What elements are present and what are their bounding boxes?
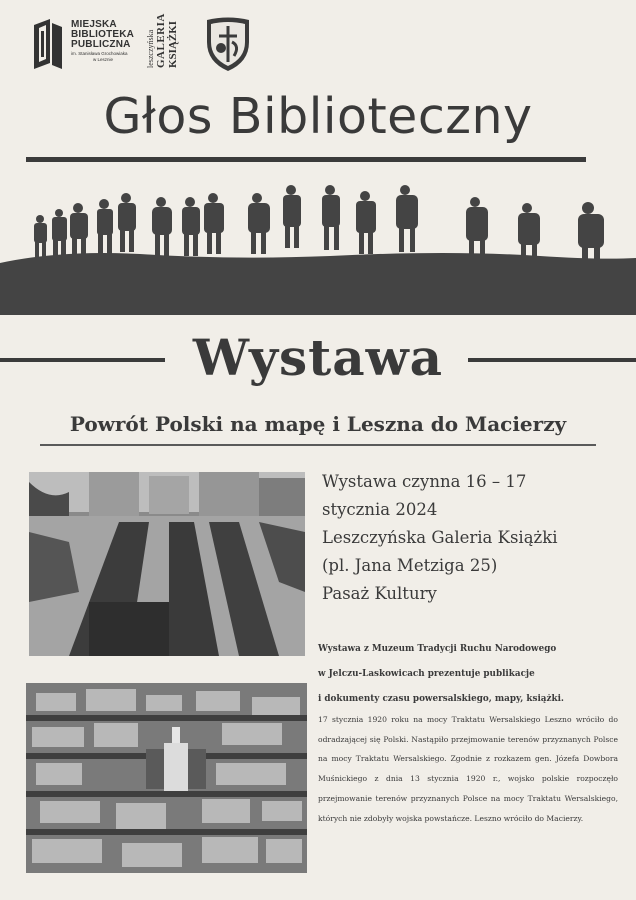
library-patron: im. Stanisława Grochowiaka	[71, 51, 128, 56]
page-title: Głos Biblioteczny	[103, 88, 533, 145]
info-dates-line2: stycznia 2024	[322, 500, 438, 519]
exhibition-heading: Wystawa	[192, 328, 444, 387]
description-line2: w Jelczu-Laskowicach prezentuje publikacje	[318, 669, 535, 679]
gallery-logo-line2: KSIĄŻKI	[167, 20, 179, 68]
info-address: (pl. Jana Metziga 25)	[322, 556, 498, 575]
exhibition-info	[322, 468, 622, 608]
soldiers-silhouette-banner	[0, 180, 636, 315]
library-name-line1: MIEJSKA	[71, 19, 117, 30]
info-venue: Leszczyńska Galeria Książki	[322, 528, 558, 547]
coat-of-arms-icon	[204, 16, 252, 72]
library-city: w Lesznie	[92, 57, 113, 62]
gallery-logo-small: leszczyńska	[146, 29, 155, 68]
gallery-logo-line1: GALERIA	[155, 13, 167, 68]
description-line1: Wystawa z Muzeum Tradycji Ruchu Narodowego	[318, 644, 557, 654]
marching-soldiers-icon	[0, 180, 636, 315]
historical-body-text: 17 stycznia 1920 roku na mocy Traktatu Wersalskiego Leszno wróciło do odradzającej się Polski. Nastąpiło przejmowanie terenów przyznanych Polsce na mocy Traktatu Wersalskiego. Zgodnie z rozkazem gen. Józefa Dowbora Muśnickiego z dnia 13 stycznia 1920 r., wojsko polskie rozpoczęło przejmowanie terenów przyznanych Polsce na mocy Traktatu Wersalskiego, których nie zdobyły wojska powstańcze. Leszno wróciło do Macierzy.	[318, 715, 618, 823]
info-dates-line1: Wystawa czynna 16 – 17	[322, 472, 527, 491]
library-logo	[30, 17, 148, 73]
subtitle-underline	[40, 444, 596, 446]
title-underline	[26, 157, 586, 162]
library-logo-icon	[30, 19, 64, 69]
gallery-logo	[146, 13, 179, 76]
historic-parade-photo	[29, 472, 305, 656]
description-line3: i dokumenty czasu powersalskiego, mapy, książki.	[318, 694, 564, 704]
exhibition-description	[318, 637, 618, 712]
heading-rule-right	[468, 358, 636, 362]
library-name-line3: PUBLICZNA	[71, 39, 131, 50]
aerial-town-photo	[26, 683, 307, 873]
library-logo-text	[71, 20, 135, 62]
library-name-line2: BIBLIOTEKA	[71, 29, 135, 40]
info-location: Pasaż Kultury	[322, 584, 437, 603]
exhibition-subtitle: Powrót Polski na mapę i Leszna do Macierzy	[69, 412, 567, 436]
